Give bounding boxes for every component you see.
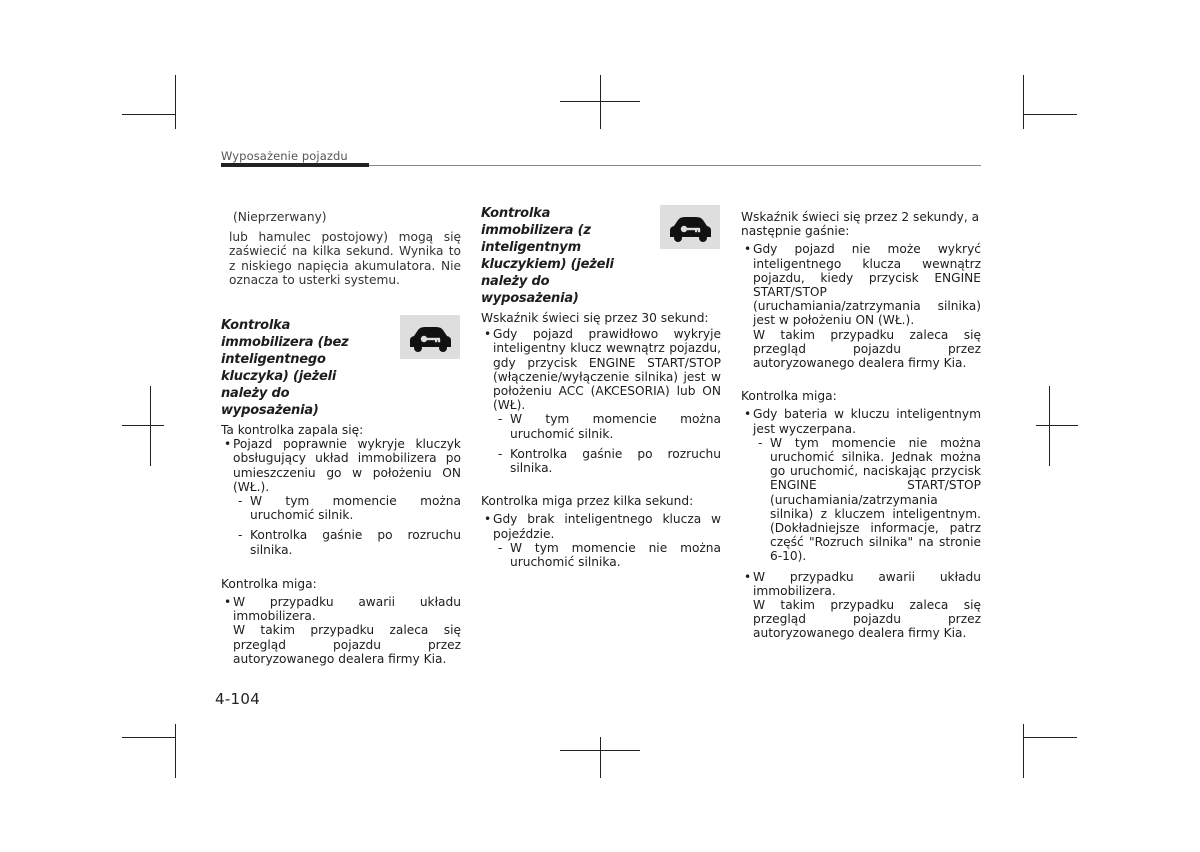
section-heading-smart-immobilizer (481, 205, 721, 307)
car-key-icon (666, 211, 714, 243)
blink-label: Kontrolka miga przez kilka sekund: (481, 494, 694, 509)
dash-text: W tym momencie można uruchomić silnik. (250, 494, 461, 523)
continued-label: (Nieprzerwany) (233, 210, 327, 224)
indicator-icon-box (400, 315, 460, 359)
blink-bullet: • Gdy bateria w kluczu inteligentnym jest wyczerpana. (741, 407, 981, 435)
dash-item: - W tym momencie nie można uruchomić silnika. (498, 540, 721, 570)
dash-text: Kontrolka gaśnie po rozruchu silnika. (250, 528, 461, 557)
page-number: 4-104 (215, 690, 261, 708)
dash-text: Kontrolka gaśnie po rozruchu silnika. (510, 446, 721, 476)
continued-text: lub hamulec postojowy) mogą się zaświecić na kilka sekund. Wynika to z niskiego napięcia akumulatora. Nie oznacza to usterki systemu. (229, 230, 461, 287)
column-left (221, 210, 461, 666)
dash-text: W tym momencie nie można uruchomić silnika. (510, 540, 721, 570)
dash-item: - Kontrolka gaśnie po rozruchu silnika. (238, 528, 461, 557)
blink-bullet: • Gdy brak inteligentnego klucza w pojeździe. (481, 512, 721, 540)
heading-text: Kontrolka immobilizera (z inteligentnym kluczykiem) (jeżeli należy do wyposażenia) (481, 206, 614, 306)
section-title: Wyposażenie pojazdu (221, 149, 348, 163)
indicator-icon-box (660, 205, 720, 249)
section-heading-immobilizer (221, 317, 461, 419)
dash-item: - W tym momencie można uruchomić silnik. (238, 494, 461, 523)
dash-text: W tym momencie można uruchomić silnik. (510, 412, 721, 441)
blink-bullet: • W przypadku awarii układu immobilizera. (741, 570, 981, 598)
header-rule (369, 165, 981, 166)
dash-text: W tym momencie nie można uruchomić silnika. Jednak można go uruchomić, naciskając przycisk ENGINE START/STOP (uruchamiania/zatrzymania silnika) z kluczem inteligentnym. (Dokładniejsze informacje, patrz część "Rozruch silnika" na stronie 6-10). (770, 435, 981, 564)
lights2-text: W takim przypadku zaleca się przegląd pojazdu przez autoryzowanego dealera firmy Kia. (753, 327, 981, 371)
blink-label: Kontrolka miga: (221, 576, 317, 591)
column-right (741, 210, 981, 641)
dash-item: - Kontrolka gaśnie po rozruchu silnika. (498, 446, 721, 476)
heading-text: Kontrolka immobilizera (bez inteligentnego kluczyka) (jeżeli należy do wyposażenia) (221, 318, 349, 419)
blink-text: W takim przypadku zaleca się przegląd pojazdu przez autoryzowanego dealera firmy Kia. (233, 623, 461, 666)
car-key-icon (406, 321, 454, 353)
blink-label: Kontrolka miga: (741, 389, 837, 404)
header-bar (221, 163, 369, 167)
lights30-label: Wskaźnik świeci się przez 30 sekund: (481, 311, 709, 325)
blink-text: W takim przypadku zaleca się przegląd pojazdu przez autoryzowanego dealera firmy Kia. (753, 598, 981, 641)
lights30-bullet: • Gdy pojazd prawidłowo wykryje inteligentny klucz wewnątrz pojazdu, gdy przycisk ENGINE START/STOP (włączenie/wyłączenie silnika) jest w położeniu ACC (AKCESORIA) lub ON (WŁ). (481, 327, 721, 412)
dash-item: - W tym momencie można uruchomić silnik. (498, 412, 721, 441)
column-middle (481, 206, 721, 570)
blink-bullet: • W przypadku awarii układu immobilizera. (221, 595, 461, 623)
lights-label: Ta kontrolka zapala się: (221, 423, 364, 438)
lights2-bullet: • Gdy pojazd nie może wykryć inteligentnego klucza wewnątrz pojazdu, kiedy przycisk ENGINE START/STOP (uruchamiania/zatrzymania silnika) jest w położeniu ON (WŁ.). (741, 242, 981, 327)
dash-item: - W tym momencie nie można uruchomić silnika. Jednak można go uruchomić, naciskając przycisk ENGINE START/STOP (uruchamiania/zatrzymania silnika) z kluczem inteligentnym. (Dokładniejsze informacje, patrz część "Rozruch silnika" na stronie 6-10). (758, 435, 981, 564)
lights2-label: Wskaźnik świeci się przez 2 sekundy, a następnie gaśnie: (741, 210, 980, 239)
lights-bullet: • Pojazd poprawnie wykryje kluczyk obsługujący układ immobilizera po umieszczeniu go w położeniu ON (WŁ.). (221, 437, 461, 494)
